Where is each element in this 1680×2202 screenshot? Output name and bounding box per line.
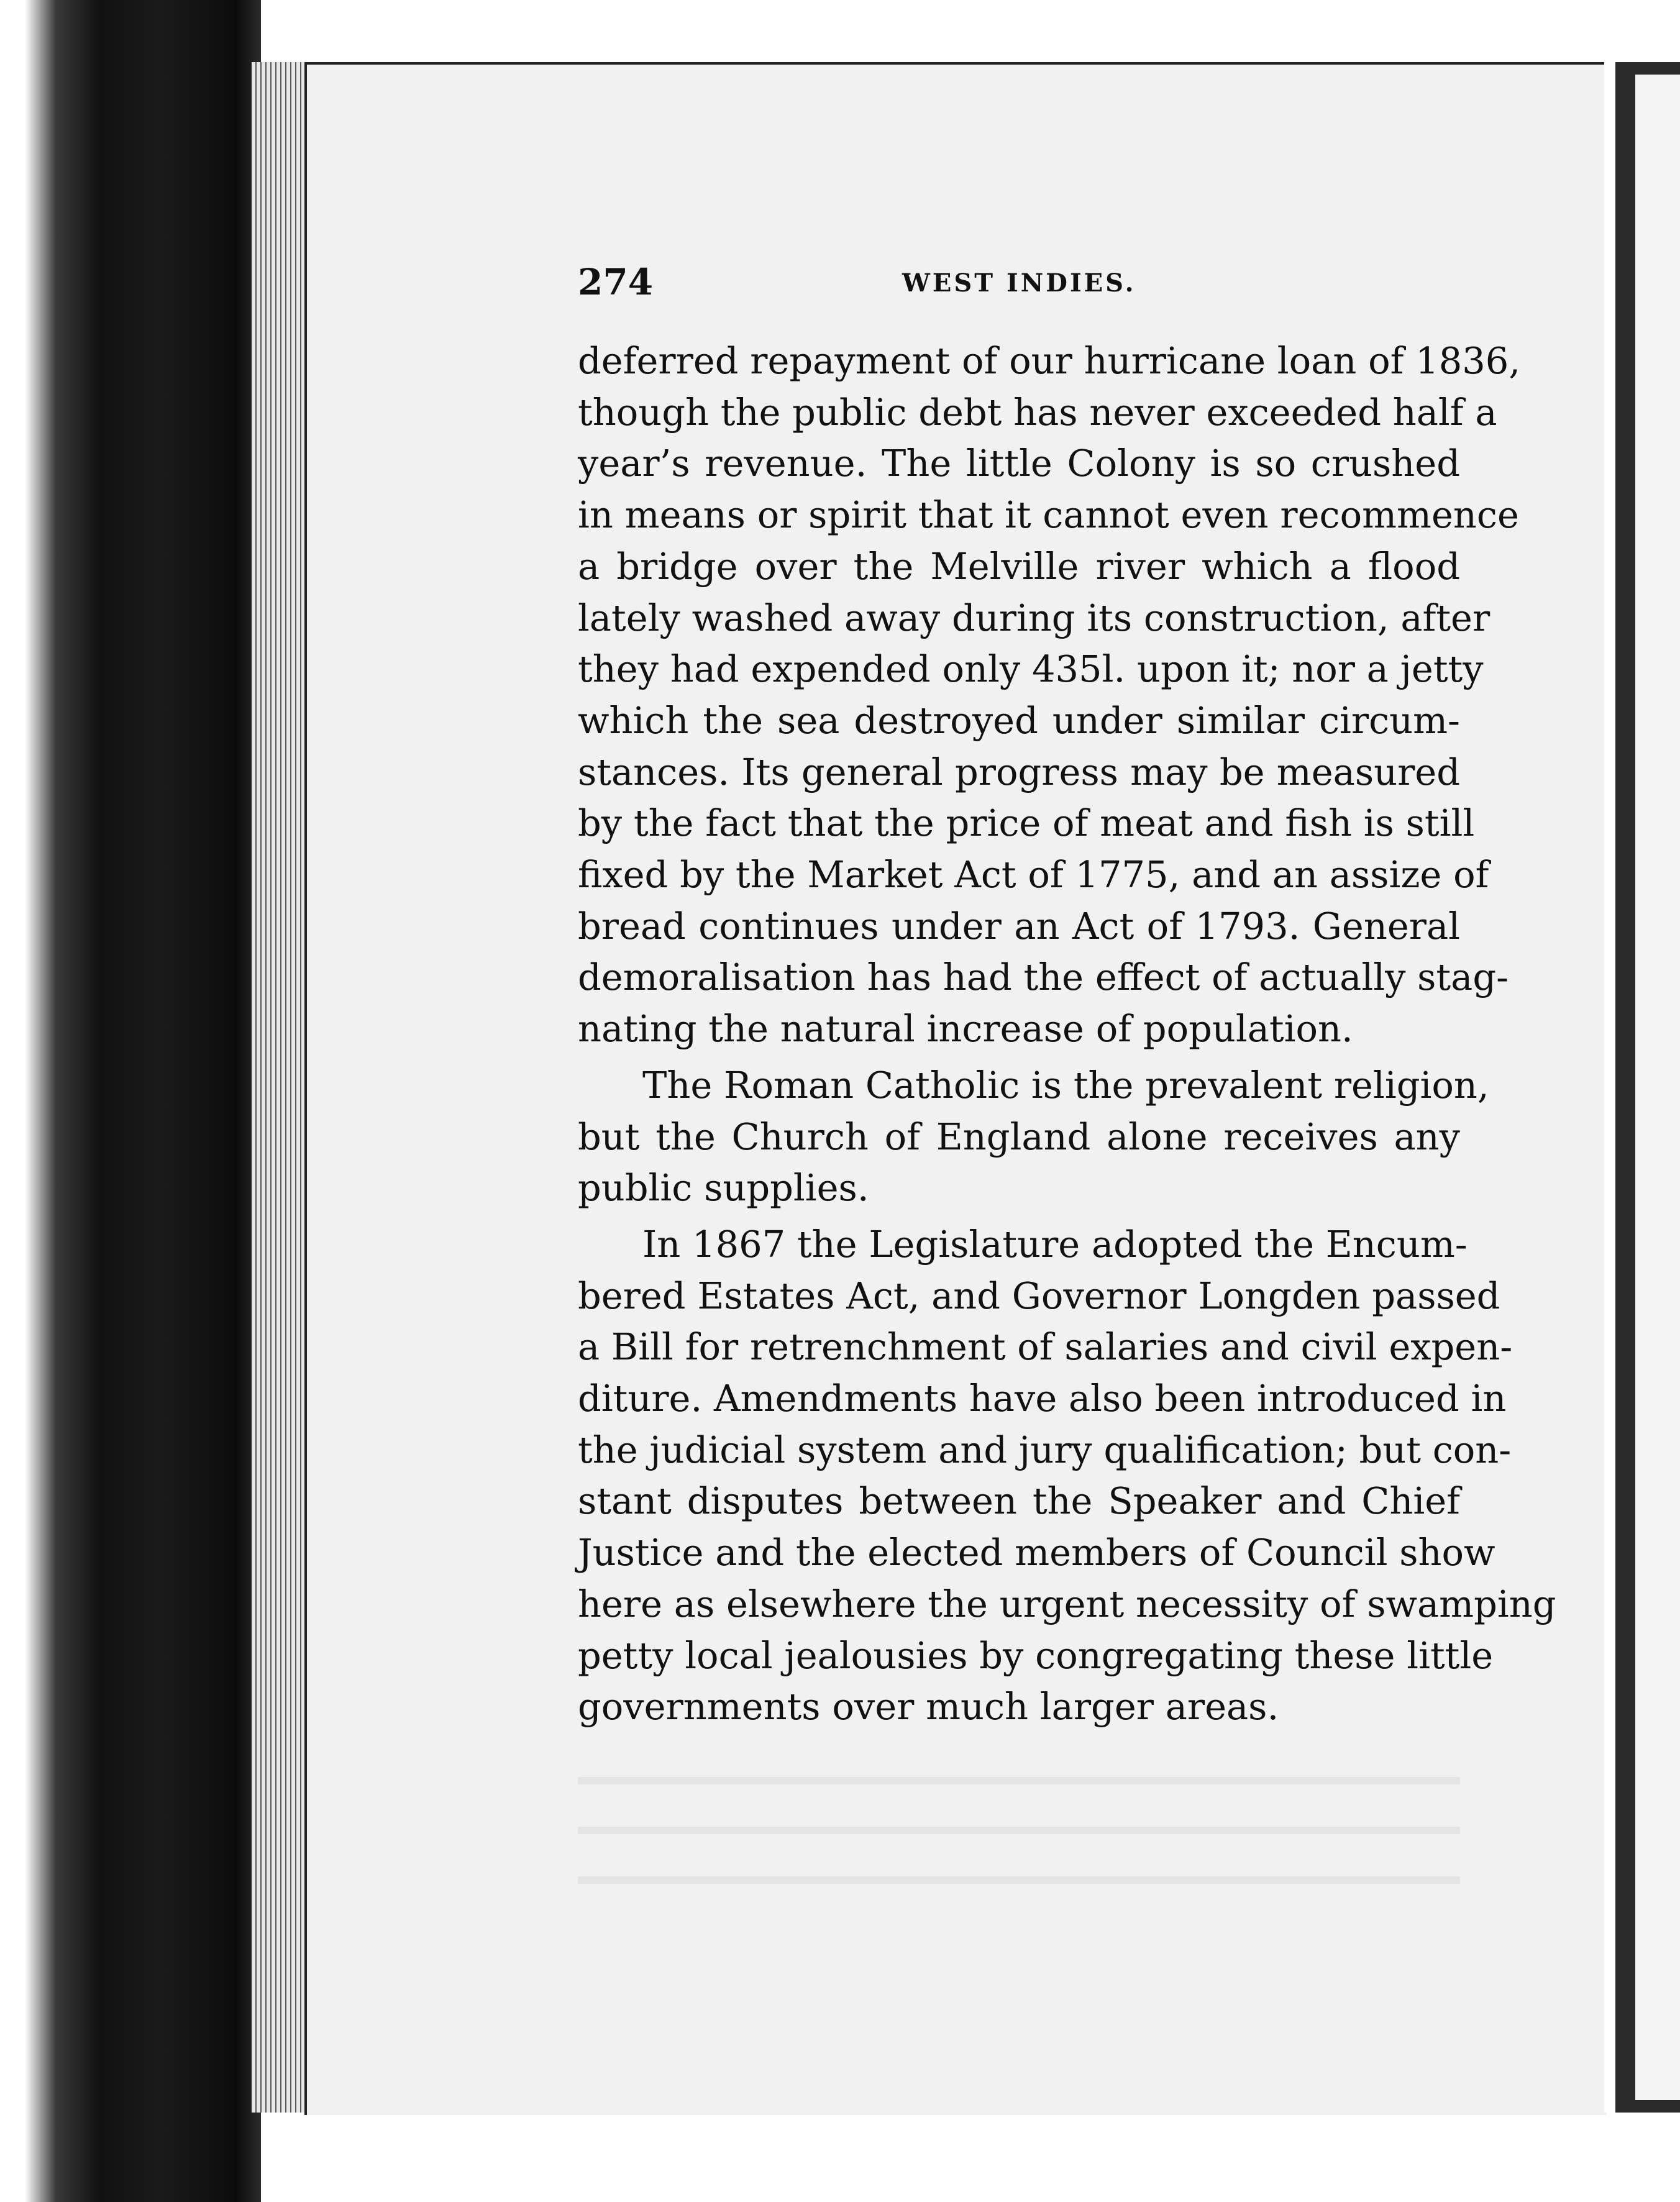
adjacent-page [1635,75,1680,2100]
text-line: diture. Amendments have also been introduced in [578,1377,1507,1420]
text-line: bered Estates Act, and Governor Longden passed [578,1274,1500,1317]
show-through-text [578,1752,1460,1901]
text-line: Justice and the elected members of Council show [578,1531,1495,1574]
page-header [578,261,1460,311]
text-line: stances. Its general progress may be measured [578,750,1460,793]
text-line: governments over much larger areas. [578,1685,1279,1729]
text-line: they had expended only 435l. upon it; nor a jetty [578,647,1484,691]
text-line: the judicial system and jury qualification; but con- [578,1428,1512,1471]
text-line: bread continues under an Act of 1793. General [578,904,1460,948]
gutter-strip [1604,62,1615,2113]
paragraph-1 [578,336,1521,1055]
text-line: In 1867 the Legislature adopted the Encum- [642,1222,1468,1266]
text-line: here as elsewhere the urgent necessity of swamping [578,1582,1556,1625]
text-line: demoralisation has had the effect of actually stag- [578,956,1509,999]
text-line: nating the natural increase of population. [578,1007,1353,1051]
text-line: but the Church of England alone receives any [578,1115,1460,1158]
paragraph-3 [578,1219,1556,1733]
text-line: year’s revenue. The little Colony is so crushed [578,442,1460,485]
running-head: WEST INDIES. [902,268,1136,298]
text-line: public supplies. [578,1166,869,1210]
text-line: fixed by the Market Act of 1775, and an assize of [578,853,1489,897]
text-line: which the sea destroyed under similar circum- [578,698,1460,742]
text-line: in means or spirit that it cannot even recommence [578,493,1519,537]
text-line: stant disputes between the Speaker and Chief [578,1479,1460,1523]
text-line: though the public debt has never exceeded half a [578,390,1497,434]
text-line: a Bill for retrenchment of salaries and civil expen- [578,1325,1513,1369]
book-binding [0,0,261,2202]
text-line: The Roman Catholic is the prevalent religion, [642,1063,1489,1107]
text-line: petty local jealousies by congregating these little [578,1633,1494,1677]
body-text [578,336,1556,1733]
text-line: lately washed away during its construction, after [578,596,1491,639]
paragraph-2 [578,1060,1489,1214]
text-line: a bridge over the Melville river which a flood [578,544,1460,588]
page-number: 274 [578,261,654,303]
page-edges [252,62,308,2113]
text-line: by the fact that the price of meat and fish is still [578,802,1475,845]
text-line: deferred repayment of our hurricane loan of 1836, [578,339,1521,382]
